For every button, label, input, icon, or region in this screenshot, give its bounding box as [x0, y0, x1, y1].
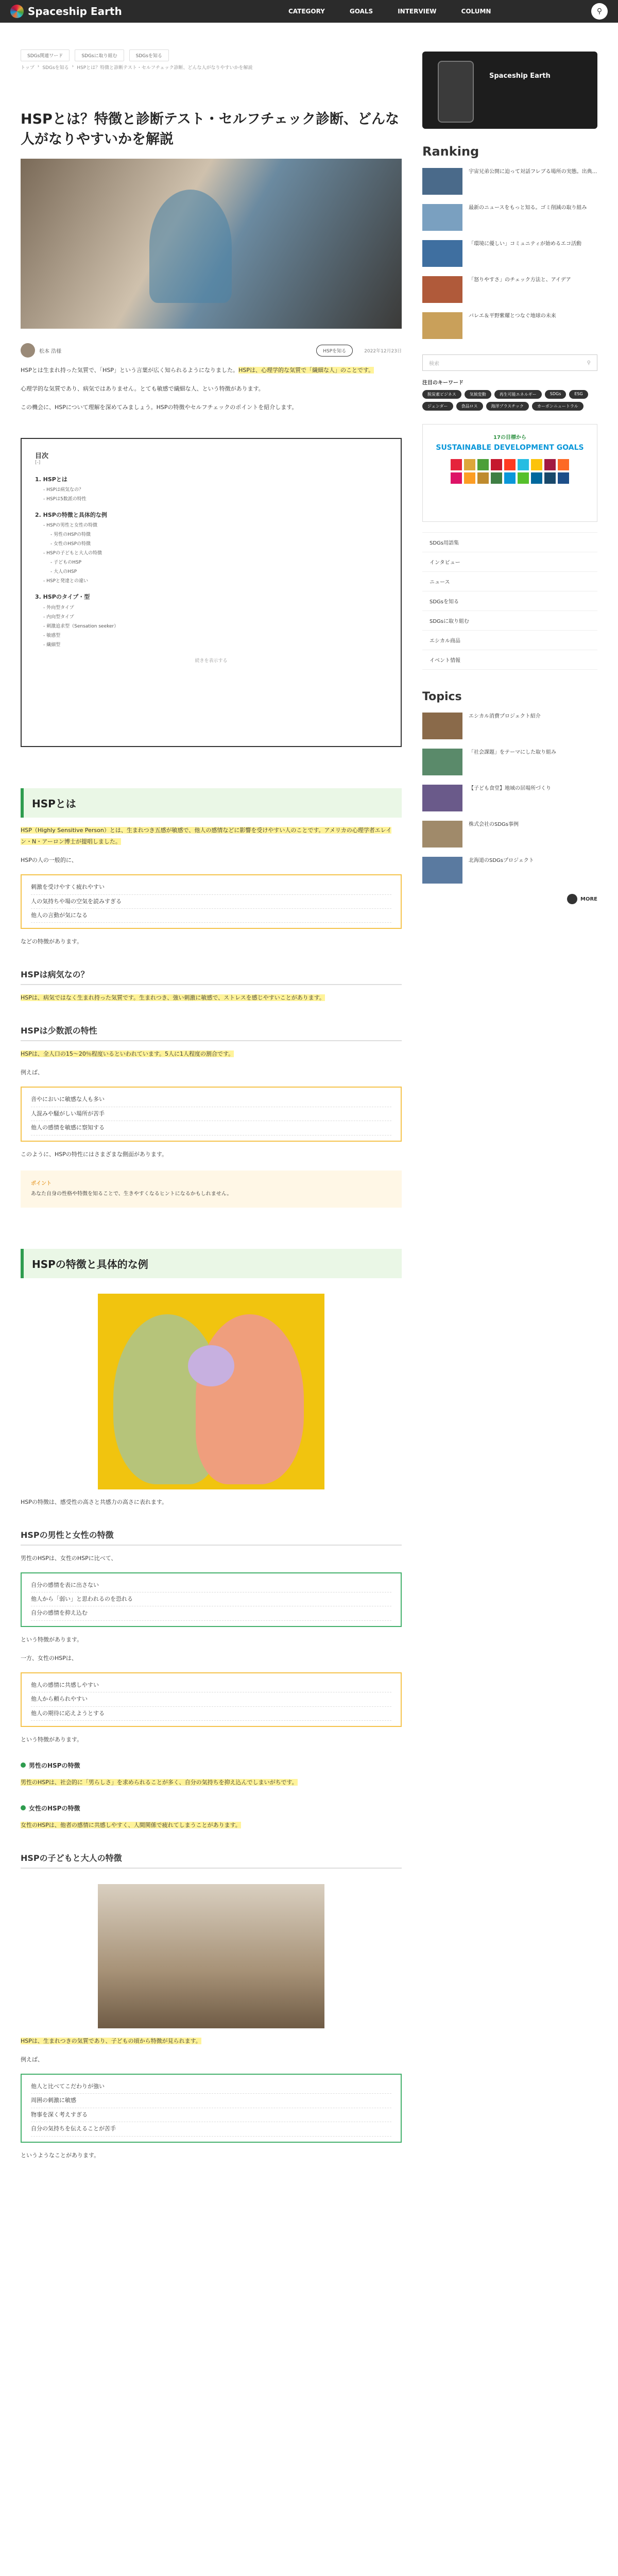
paragraph: などの特徴があります。 [21, 938, 83, 945]
category-item[interactable]: イベント情報 [422, 650, 597, 670]
phone-icon [438, 61, 474, 123]
paragraph: 男性のHSPは、社会的に「男らしさ」を求められることが多く、自分の気持ちを抑え込んでしまいがちです。 [21, 1778, 298, 1786]
paragraph: 女性のHSPは、他者の感情に共感しやすく、人間関係で疲れてしまうことがあります。 [21, 1821, 241, 1828]
author-row [21, 343, 402, 358]
article [21, 72, 402, 2161]
paragraph: 男性のHSPは、女性のHSPに比べて、 [21, 1554, 117, 1562]
category-tabs [21, 49, 169, 61]
ranking-item[interactable]: 「怒りやすさ」のチェック方法と、アイデア [422, 276, 597, 303]
breadcrumb: トップ › SDGsを知る › HSPとは？特徴と診断テスト・セルフチェック診断、どんな人がなりやすいかを解説 [21, 64, 253, 71]
category-item[interactable]: SDGsに取り組む [422, 611, 597, 631]
topics-title: Topics [422, 690, 462, 703]
keyword-tag[interactable]: カーボンニュートラル [532, 402, 583, 411]
logo-icon [10, 5, 24, 18]
search-icon: ⚲ [587, 360, 591, 366]
ranking-item[interactable]: バレエ＆平野紫耀とつなぐ地球の未来 [422, 312, 597, 339]
tab-act[interactable]: SDGsに取り組む [75, 49, 124, 61]
paragraph: HSPの特徴は、感受性の高さと共感力の高さに表れます。 [21, 1498, 168, 1505]
toc-toggle[interactable]: [-] [35, 460, 41, 466]
page-title: HSPとは？特徴と診断テスト・セルフチェック診断、どんな人がなりやすいかを解説 [21, 111, 399, 148]
minor-heading: 女性のHSPの特徴 [21, 1804, 402, 1812]
arrow-icon [567, 894, 577, 904]
ranking-item[interactable]: 「環境に優しい」コミュニティが始めるエコ活動 [422, 240, 597, 267]
tab-know[interactable]: SDGsを知る [129, 49, 169, 61]
keyword-tag[interactable]: 脱炭素ビジネス [422, 390, 461, 399]
photo-image [98, 1884, 324, 2028]
paragraph: 例えば、 [21, 1069, 43, 1076]
paragraph: HSPは、病気ではなく生まれ持った気質です。生まれつき、強い刺激に敏感で、ストレスを感じやすいことがあります。 [21, 994, 325, 1002]
sidebar-search-input[interactable]: 検索 ⚲ [422, 354, 597, 371]
crumb-home[interactable]: トップ [21, 65, 35, 71]
intro-paragraph: HSPとは生まれ持った気質で、「HSP」という言葉が広く知られるようになりました。HSPは、心理学的な気質で「繊細な人」のことです。 [21, 367, 374, 374]
section-heading: HSPとは [21, 788, 402, 818]
topic-item[interactable]: 株式会社のSDGs事例 [422, 821, 597, 848]
bullet-icon [21, 1762, 26, 1768]
toc-item[interactable]: 2. HSPの特徴と具体的な例 - HSPの男性と女性の特徴 - 男性のHSPの特徴 - 女性のHSPの特徴 - HSPの子どもと大人の特徴 - 子どものHSP - 大人のHSP - HSPと発達との違い [35, 512, 107, 584]
tag-button[interactable]: HSPを知る [316, 345, 353, 357]
illustration-image [98, 1294, 324, 1489]
search-icon: ⚲ [596, 7, 603, 15]
ranking-item[interactable]: 最新のニュースをもっと知る。ゴミ削減の取り組み [422, 204, 597, 231]
main-nav [288, 8, 491, 15]
sub-heading: HSPの子どもと大人の特徴 [21, 1852, 402, 1869]
paragraph: HSPの人の一般的に、 [21, 857, 77, 864]
ranking-title: Ranking [422, 144, 479, 159]
category-item[interactable]: インタビュー [422, 552, 597, 572]
intro-paragraph-2: 心理学的な気質であり、病気ではありません。とても敏感で繊細な人、という特徴があります。 [21, 385, 264, 393]
keyword-tag[interactable]: SDGs [545, 390, 566, 399]
check-box: 自分の感情を表に出さない 他人から「弱い」と思われるのを恐れる 自分の感情を抑え込む [21, 1572, 402, 1627]
tab-words[interactable]: SDGs関連ワード [21, 49, 70, 61]
paragraph: というようなことがあります。 [21, 2151, 100, 2159]
toc-item[interactable]: 3. HSPのタイプ・型 - 外向型タイプ - 内向型タイプ - 刺激追求型（Sensation seeker） - 敏感型 - 繊細型 [35, 594, 119, 648]
keyword-tag[interactable]: 再生可能エネルギー [494, 390, 542, 399]
toc-item[interactable]: 1. HSPとは - HSPは病気なの？ - HSPは5数派の特性 [35, 476, 87, 502]
topic-item[interactable]: 「社会課題」をテーマにした取り組み [422, 749, 597, 775]
paragraph: HSPは、生まれつきの気質であり、子どもの頃から特徴が見られます。 [21, 2037, 201, 2044]
keyword-list [422, 390, 597, 411]
author-name: 松本 浩様 [39, 348, 62, 354]
table-of-contents [21, 438, 402, 747]
keyword-tag[interactable]: 海洋プラスチック [486, 402, 529, 411]
topic-item[interactable]: 【子ども食堂】地域の居場所づくり [422, 785, 597, 811]
nav-column[interactable]: COLUMN [461, 8, 491, 15]
note-box: ポイント あなた自身の性格や特徴を知ることで、生きやすくなるヒントになるかもしれません。 [21, 1171, 402, 1208]
paragraph: 一方、女性のHSPは、 [21, 1654, 77, 1662]
check-box: 他人と比べてこだわりが強い 周囲の刺激に敏感 物事を深く考えすぎる 自分の気持ちを伝えることが苦手 [21, 2074, 402, 2143]
topic-item[interactable]: エシカル消費プロジェクト紹介 [422, 713, 597, 739]
nav-goals[interactable]: GOALS [349, 8, 373, 15]
ranking-item[interactable]: 宇宙兄弟公開に迫って対話フレブる場所の実態。出典... [422, 168, 597, 195]
nav-interview[interactable]: INTERVIEW [398, 8, 437, 15]
intro-paragraph-3: この機会に、HSPについて理解を深めてみましょう。HSPの特徴やセルフチェックのポイントを紹介します。 [21, 404, 298, 411]
paragraph: HSPは、全人口の15〜20％程度いるといわれています。5人に1人程度の割合です。 [21, 1050, 234, 1058]
app-banner[interactable]: Spaceship Earth [422, 52, 597, 129]
toc-more-link[interactable]: 続きを表示する [195, 658, 228, 664]
site-logo[interactable]: Spaceship Earth [10, 5, 122, 18]
paragraph: このように、HSPの特性にはさまざまな側面があります。 [21, 1150, 168, 1158]
more-button[interactable]: MORE [422, 894, 597, 904]
paragraph: 例えば、 [21, 2056, 43, 2063]
sub-heading: HSPの男性と女性の特徴 [21, 1529, 402, 1546]
nav-category[interactable]: CATEGORY [288, 8, 325, 15]
keyword-tag[interactable]: 食品ロス [456, 402, 483, 411]
keyword-tag[interactable]: ESG [569, 390, 588, 399]
search-button[interactable] [591, 3, 608, 20]
category-item[interactable]: SDGsを知る [422, 591, 597, 611]
keyword-tag[interactable]: 気候変動 [465, 390, 491, 399]
category-item[interactable]: ニュース [422, 572, 597, 591]
toc-title: 目次 [35, 452, 49, 461]
paragraph: という特徴があります。 [21, 1736, 83, 1743]
sub-heading: HSPは病気なの？ [21, 968, 402, 985]
hero-image [21, 159, 402, 329]
minor-heading: 男性のHSPの特徴 [21, 1761, 402, 1770]
paragraph: HSP（Highly Sensitive Person）とは、生まれつき五感が敏感で、他人の感情などに影響を受けやすい人のことです。アメリカの心理学者エレイン・N・アーロン博士が提唱しました。 [21, 827, 392, 845]
category-item[interactable]: SDGs用語集 [422, 533, 597, 552]
bullet-icon [21, 1805, 26, 1810]
sdg-goal-grid [423, 459, 597, 484]
category-item[interactable]: エシカル商品 [422, 631, 597, 650]
keyword-tag[interactable]: ジェンダー [422, 402, 453, 411]
site-header [0, 0, 618, 23]
publish-date: 2022年12月23日 [364, 348, 402, 354]
point-box: 刺激を受けやすく疲れやすい 人の気持ちや場の空気を読みすぎる 他人の言動が気になる [21, 874, 402, 929]
crumb-category[interactable]: SDGsを知る [42, 65, 69, 71]
sidebar [422, 52, 597, 904]
sub-heading: HSPは少数派の特性 [21, 1024, 402, 1041]
category-list [422, 532, 597, 670]
crumb-current: HSPとは？特徴と診断テスト・セルフチェック診断、どんな人がなりやすいかを解説 [77, 65, 253, 71]
avatar [21, 343, 35, 358]
section-heading: HSPの特徴と具体的な例 [21, 1249, 402, 1278]
point-box: 音やにおいに敏感な人も多い 人混みや騒がしい場所が苦手 他人の感情を敏感に察知する [21, 1087, 402, 1141]
sdgs-banner[interactable]: 17の目標から SUSTAINABLE DEVELOPMENT GOALS [422, 424, 597, 522]
topic-item[interactable]: 北海道のSDGsプロジェクト [422, 857, 597, 884]
keyword-title: 注目のキーワード [422, 380, 464, 386]
point-box: 他人の感情に共感しやすい 他人から頼られやすい 他人の期待に応えようとする [21, 1672, 402, 1727]
paragraph: という特徴があります。 [21, 1636, 83, 1643]
